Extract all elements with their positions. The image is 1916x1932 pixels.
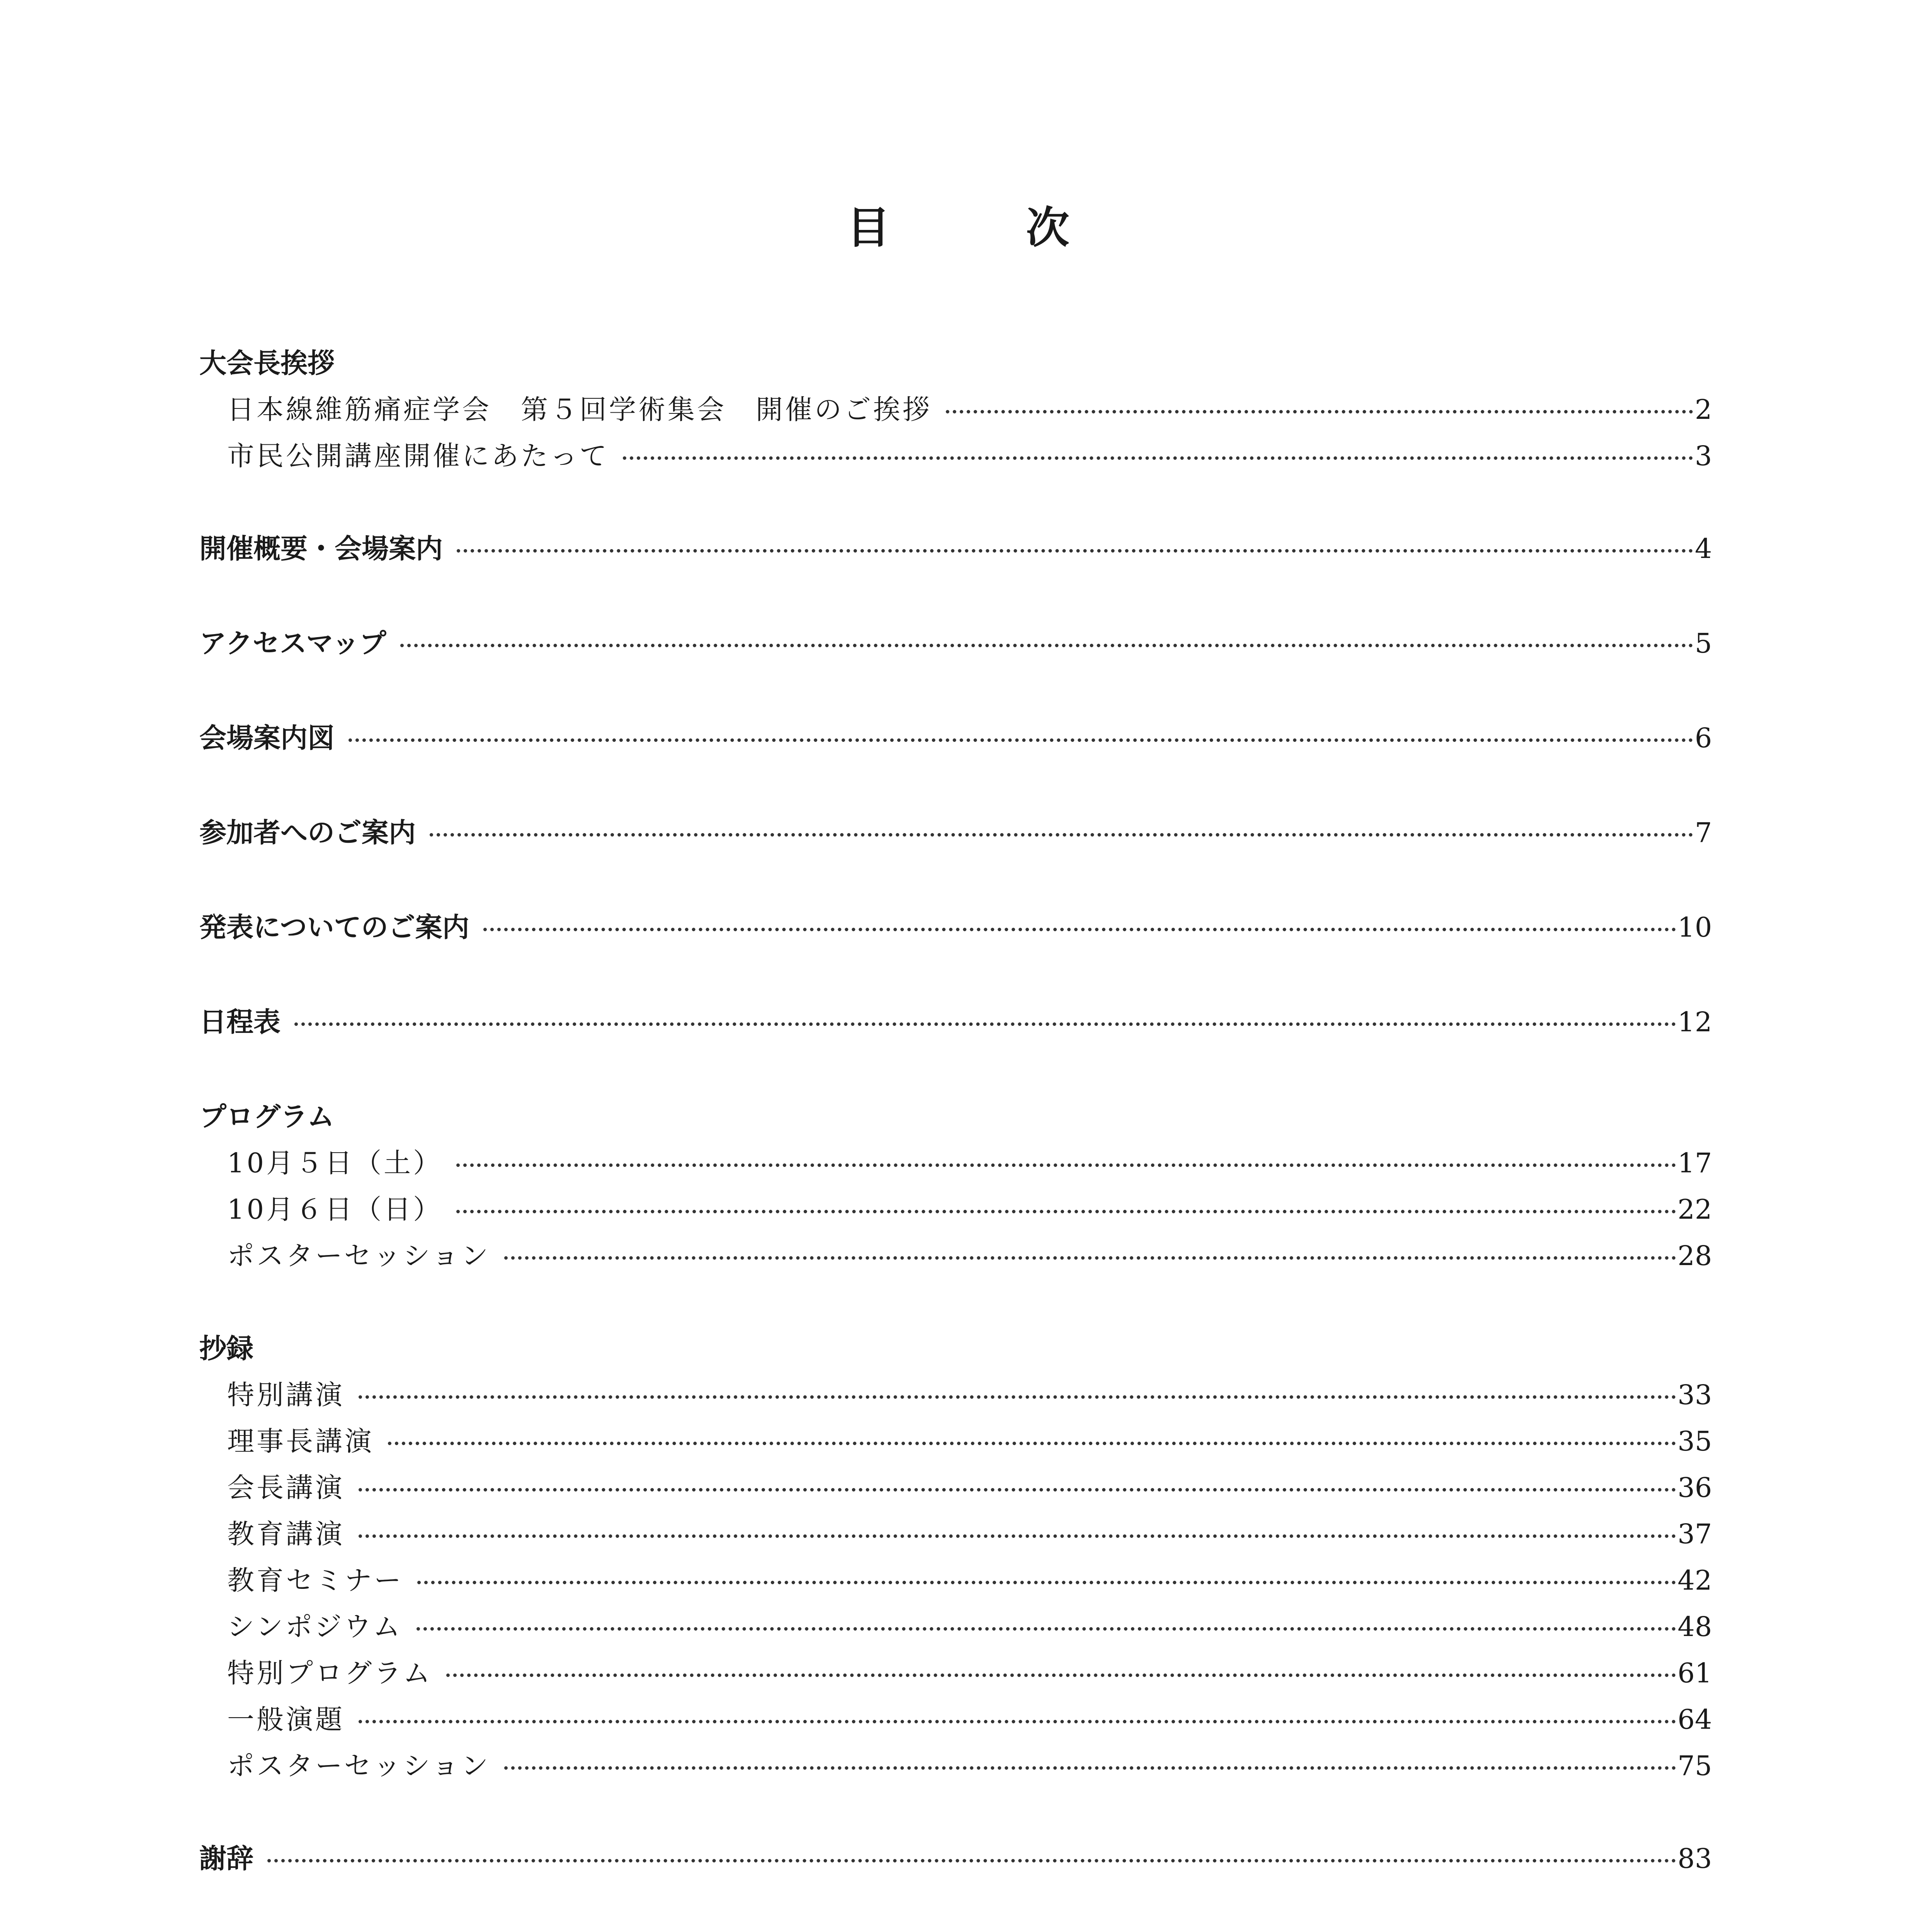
toc-heading-abstracts: [199, 1329, 1712, 1368]
toc-entry-label: 会場案内図: [199, 722, 335, 754]
dot-leader: [267, 1859, 1676, 1862]
toc-entry-page: 10: [1677, 912, 1712, 943]
dot-leader: [946, 410, 1693, 413]
toc-entry-page: 83: [1677, 1843, 1712, 1874]
toc-entry-page: 5: [1695, 628, 1712, 659]
toc-entry-label: 謝辞: [199, 1843, 253, 1874]
toc-entry-label: 会長講演: [227, 1472, 345, 1503]
toc-entry-label: アクセスマップ: [199, 628, 386, 659]
dot-leader: [504, 1766, 1676, 1770]
toc-entry-page: 36: [1677, 1472, 1712, 1503]
toc-entry-schedule[interactable]: [199, 1003, 1712, 1041]
toc-entry-label: 理事長講演: [227, 1425, 374, 1457]
toc-entry-label: 開催概要・会場案内: [199, 533, 443, 565]
toc-entry[interactable]: [227, 1422, 1712, 1461]
toc-entry-page: 75: [1677, 1750, 1712, 1782]
dot-leader: [446, 1673, 1676, 1677]
toc-entry-label: 教育セミナー: [227, 1565, 403, 1596]
dot-leader: [417, 1627, 1676, 1631]
toc-entry-label: シンポジウム: [227, 1611, 403, 1643]
toc-entry[interactable]: [227, 1654, 1712, 1692]
toc-heading-label: 抄録: [199, 1333, 253, 1364]
dot-leader: [400, 644, 1693, 647]
dot-leader: [349, 738, 1693, 742]
toc-entry[interactable]: [227, 437, 1712, 475]
toc-entry-page: 7: [1695, 817, 1712, 849]
toc-entry-page: 6: [1695, 722, 1712, 754]
toc-entry-page: 42: [1677, 1565, 1712, 1596]
toc-entry-page: 12: [1677, 1006, 1712, 1038]
dot-leader: [456, 1163, 1676, 1167]
dot-leader: [359, 1395, 1676, 1399]
toc-entry[interactable]: [227, 1468, 1712, 1507]
dot-leader: [417, 1581, 1676, 1584]
page-title: 目 次: [847, 203, 1116, 253]
toc-entry-access-map[interactable]: [199, 624, 1712, 663]
toc-heading-program: [199, 1097, 1712, 1136]
toc-entry-label: 特別プログラム: [227, 1657, 433, 1689]
toc-heading-label: 大会長挨拶: [199, 347, 335, 379]
toc-entry-page: 64: [1677, 1704, 1712, 1735]
toc-entry[interactable]: [227, 1607, 1712, 1646]
toc-entry-page: 61: [1677, 1657, 1712, 1689]
toc-entry-participants[interactable]: [199, 813, 1712, 852]
dot-leader: [388, 1442, 1676, 1445]
toc-entry-page: 48: [1677, 1611, 1712, 1643]
toc-entry-label: 教育講演: [227, 1518, 345, 1550]
toc-entry[interactable]: [227, 1561, 1712, 1600]
toc-entry-page: 22: [1677, 1194, 1712, 1225]
toc-entry-label: 日程表: [199, 1006, 281, 1038]
dot-leader: [294, 1022, 1676, 1026]
toc-entry-label: 一般演題: [227, 1704, 345, 1735]
toc-entry-page: 17: [1677, 1147, 1712, 1179]
toc-entry-label: 発表についてのご案内: [199, 912, 469, 943]
toc-entry-label: 10月６日（日）: [227, 1194, 443, 1225]
toc-entry-label: 10月５日（土）: [227, 1147, 443, 1179]
dot-leader: [483, 928, 1676, 931]
dot-leader: [359, 1488, 1676, 1492]
toc-entry-label: ポスターセッション: [227, 1750, 491, 1782]
toc-entry-page: 2: [1695, 394, 1712, 425]
toc-entry-page: 28: [1677, 1240, 1712, 1272]
dot-leader: [504, 1256, 1676, 1260]
toc-entry[interactable]: [227, 1515, 1712, 1553]
toc-entry[interactable]: [227, 1144, 1712, 1182]
toc-entry-presenters[interactable]: [199, 908, 1712, 947]
toc-entry[interactable]: [227, 1236, 1712, 1275]
toc-entry[interactable]: [227, 1376, 1712, 1414]
dot-leader: [359, 1720, 1676, 1723]
toc-entry-label: 市民公開講座開催にあたって: [227, 440, 609, 472]
dot-leader: [456, 1210, 1676, 1213]
toc-entry-page: 4: [1695, 533, 1712, 565]
dot-leader: [430, 833, 1693, 837]
toc-entry-label: 特別講演: [227, 1379, 345, 1411]
toc-entry[interactable]: [227, 1747, 1712, 1785]
dot-leader: [359, 1534, 1676, 1538]
toc-entry[interactable]: [227, 1700, 1712, 1739]
toc-heading-label: プログラム: [199, 1101, 335, 1133]
dot-leader: [457, 549, 1693, 553]
toc-entry-overview[interactable]: [199, 529, 1712, 568]
toc-entry-label: 日本線維筋痛症学会 第５回学術集会 開催のご挨拶: [227, 394, 932, 425]
dot-leader: [623, 456, 1693, 460]
toc-entry-label: ポスターセッション: [227, 1240, 491, 1272]
toc-entry[interactable]: [227, 1190, 1712, 1229]
toc-entry-label: 参加者へのご案内: [199, 817, 416, 849]
toc-entry[interactable]: [227, 390, 1712, 429]
toc-entry-page: 37: [1677, 1518, 1712, 1550]
toc-entry-venue-map[interactable]: [199, 719, 1712, 757]
toc-entry-acknowledgements[interactable]: [199, 1839, 1712, 1878]
toc-entry-page: 3: [1695, 440, 1712, 472]
toc-heading-greeting: [199, 344, 1712, 383]
toc-entry-page: 35: [1677, 1425, 1712, 1457]
toc-entry-page: 33: [1677, 1379, 1712, 1411]
